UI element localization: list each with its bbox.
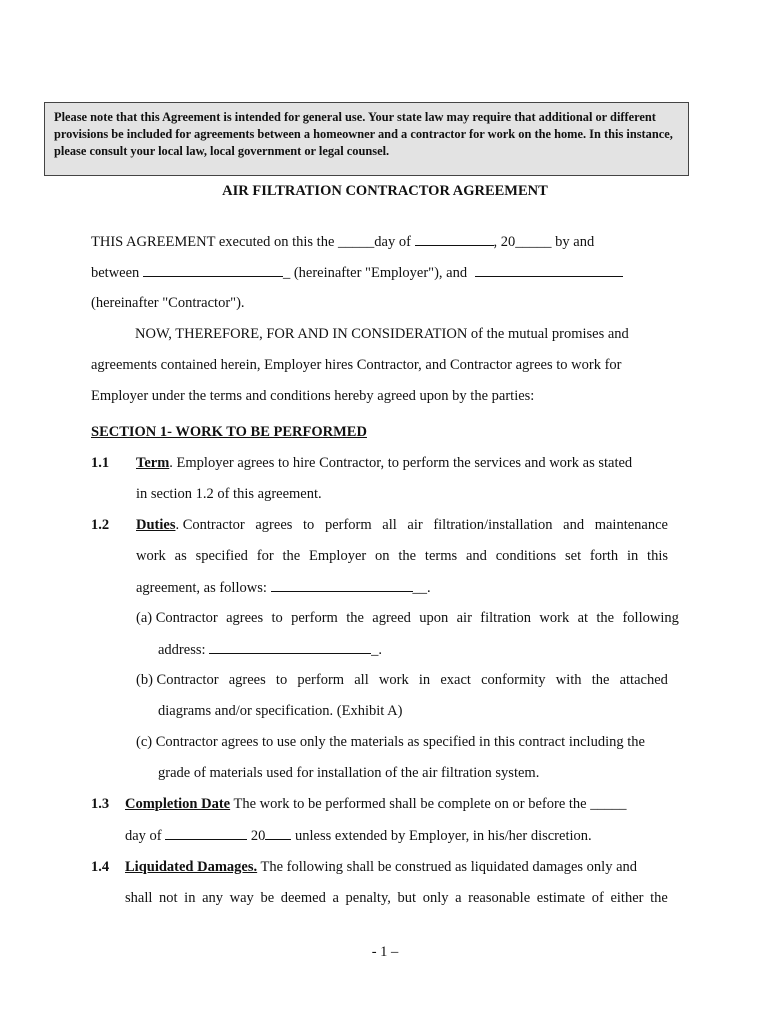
address-blank-tail: _. xyxy=(371,642,383,658)
duties-blank-tail: __. xyxy=(412,580,431,596)
word: . Contractor xyxy=(175,517,245,533)
intro-line-3: (hereinafter "Contractor"). xyxy=(91,295,245,311)
word: filtration/installation xyxy=(433,517,553,533)
section-1-4-number: 1.4 xyxy=(91,859,110,875)
word: work xyxy=(539,610,570,626)
word: Employer xyxy=(309,548,367,564)
consideration-line-2: agreements contained herein, Employer hires Contractor, and Contractor agrees to work for xyxy=(91,357,622,373)
word: air xyxy=(407,517,423,533)
word: reasonable xyxy=(468,890,531,906)
agreement-as-follows: agreement, as follows: xyxy=(136,580,267,596)
liquidated-damages-label: Liquidated Damages. xyxy=(125,859,258,875)
word: penalty, xyxy=(345,890,391,906)
word: as xyxy=(174,548,187,564)
word: agrees xyxy=(228,672,266,688)
term-label: Term xyxy=(136,455,170,471)
word: forth xyxy=(589,548,619,564)
section-1-4-line-2 xyxy=(125,889,668,907)
word: following xyxy=(622,610,679,626)
word: maintenance xyxy=(594,517,668,533)
word: in xyxy=(626,548,639,564)
word: air xyxy=(456,610,472,626)
word: (b) Contractor xyxy=(136,672,219,688)
word: to xyxy=(275,672,288,688)
general-use-notice-box xyxy=(44,102,689,176)
completion-date-label: Completion Date xyxy=(125,796,231,812)
word: a xyxy=(332,890,339,906)
word: either xyxy=(610,890,644,906)
word: perform xyxy=(291,610,338,626)
item-b-line-2: diagrams and/or specification. (Exhibit A) xyxy=(158,703,403,719)
duties-description-blank xyxy=(271,578,413,592)
intro-line-1-text: THIS AGREEMENT executed on this the _____day of xyxy=(91,234,411,250)
word: and xyxy=(465,548,487,564)
word: upon xyxy=(419,610,449,626)
liquidated-damages-text: The following shall be construed as liquidated damages only and xyxy=(257,859,638,875)
consideration-line-3: Employer under the terms and conditions hereby agreed upon by the parties: xyxy=(91,388,535,404)
word: to xyxy=(303,517,315,533)
notice-text: Please note that this Agreement is intended for general use. Your state law may require that additional or different provisions be included for agreements between a homeowner and a contractor for work on the home. In this instance, please consult your local law, local government or legal counsel. xyxy=(54,110,673,158)
agreement-title: AIR FILTRATION CONTRACTOR AGREEMENT xyxy=(222,183,548,199)
word: terms xyxy=(424,548,458,564)
item-c-line-2: grade of materials used for installation of the air filtration system. xyxy=(158,765,540,781)
item-a-line-2 xyxy=(158,640,382,659)
section-1-2-line-2 xyxy=(136,547,668,565)
page-number: - 1 – xyxy=(371,944,399,960)
word: any xyxy=(202,890,224,906)
completion-year-blank xyxy=(265,826,291,840)
word: only xyxy=(422,890,449,906)
contractor-name-blank xyxy=(475,263,623,277)
word: work xyxy=(378,672,409,688)
word: on xyxy=(375,548,390,564)
item-a-line-1 xyxy=(136,609,679,627)
completion-month-blank xyxy=(165,826,247,840)
word: but xyxy=(397,890,417,906)
word: for xyxy=(256,548,274,564)
word: deemed xyxy=(280,890,326,906)
word: conditions xyxy=(495,548,557,564)
section-1-2-line-1 xyxy=(136,516,668,534)
word: shall xyxy=(125,890,153,906)
word: all xyxy=(382,517,397,533)
day-of-label: day of xyxy=(125,828,162,844)
section-1-heading: SECTION 1- WORK TO BE PERFORMED xyxy=(91,424,367,440)
word: with xyxy=(555,672,582,688)
section-1-3-line-1 xyxy=(125,795,626,813)
word: the xyxy=(346,610,364,626)
word: the xyxy=(282,548,301,564)
address-label: address: xyxy=(158,642,206,658)
word: in xyxy=(418,672,431,688)
word: agreed xyxy=(372,610,411,626)
word: a xyxy=(455,890,462,906)
item-b-line-1 xyxy=(136,671,668,689)
section-1-2-line-3 xyxy=(136,578,431,597)
word: in xyxy=(184,890,196,906)
section-1-1-line-1 xyxy=(136,454,632,472)
word: perform xyxy=(324,517,372,533)
word: not xyxy=(159,890,178,906)
word: conformity xyxy=(481,672,546,688)
completion-extension-text: unless extended by Employer, in his/her discretion. xyxy=(291,828,592,844)
word: agrees xyxy=(226,610,264,626)
section-1-4-line-1 xyxy=(125,858,637,876)
word: specified xyxy=(195,548,248,564)
duties-label: Duties xyxy=(136,517,176,533)
word: the xyxy=(398,548,417,564)
word: perform xyxy=(297,672,345,688)
word: estimate xyxy=(536,890,586,906)
section-1-3-number: 1.3 xyxy=(91,796,110,812)
word: filtration xyxy=(480,610,532,626)
duties-lead xyxy=(136,516,245,534)
word: this xyxy=(647,548,668,564)
intro-line-1-tail: , 20_____ by and xyxy=(493,234,595,250)
word: to xyxy=(271,610,283,626)
section-1-2-number: 1.2 xyxy=(91,517,110,533)
month-blank xyxy=(415,232,494,246)
word: work xyxy=(136,548,166,564)
word: set xyxy=(564,548,582,564)
word: the xyxy=(596,610,615,626)
word: (a) Contractor xyxy=(136,610,218,626)
word: the xyxy=(650,890,668,906)
word: all xyxy=(354,672,369,688)
consideration-line-1: NOW, THEREFORE, FOR AND IN CONSIDERATION of the mutual promises and xyxy=(135,326,629,342)
word: at xyxy=(577,610,589,626)
item-c-line-1: (c) Contractor agrees to use only the materials as specified in this contract including the xyxy=(136,734,645,750)
word: agrees xyxy=(255,517,293,533)
section-1-1-line-2: in section 1.2 of this agreement. xyxy=(136,486,322,502)
completion-date-text: The work to be performed shall be complete on or before the _____ xyxy=(230,796,627,812)
word: of xyxy=(591,890,604,906)
section-1-3-line-2 xyxy=(125,826,592,845)
word: attached xyxy=(619,672,668,688)
word: the xyxy=(591,672,610,688)
between-label: between xyxy=(91,265,140,281)
intro-line-1 xyxy=(91,232,594,251)
word: way xyxy=(229,890,254,906)
intro-line-2 xyxy=(91,263,623,282)
term-text: . Employer agrees to hire Contractor, to perform the services and work as stated xyxy=(169,455,633,471)
address-blank xyxy=(209,640,371,654)
section-1-1-number: 1.1 xyxy=(91,455,110,471)
word: exact xyxy=(440,672,471,688)
word: be xyxy=(260,890,275,906)
employer-name-blank xyxy=(143,263,283,277)
year-prefix: 20 xyxy=(247,828,266,844)
word: and xyxy=(563,517,585,533)
employer-designation: _ (hereinafter "Employer"), and xyxy=(282,265,468,281)
